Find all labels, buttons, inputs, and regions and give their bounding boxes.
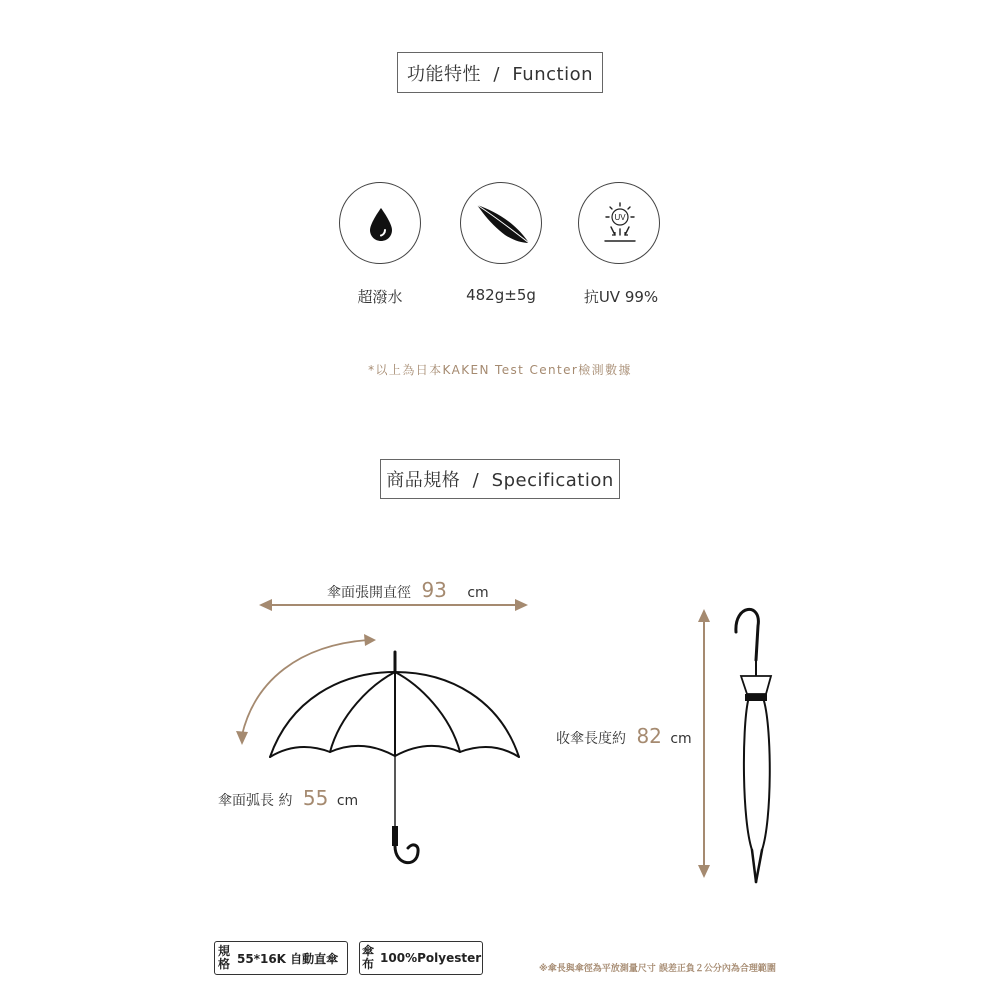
diameter-value: 93 (421, 578, 447, 602)
spec-title: 商品規格 / Specification (380, 459, 620, 499)
test-note: *以上為日本KAKEN Test Center檢測數據 (368, 363, 632, 377)
feature-label-water-repellent: 超潑水 (357, 288, 403, 306)
closed-length-label: 收傘長度約 82 cm (556, 724, 692, 748)
measurement-note: ※傘長與傘徑為平放測量尺寸 誤差正負２公分內為合理範圍 (539, 964, 776, 974)
feature-label-weight: 482g±5g (466, 286, 536, 304)
open-umbrella (270, 652, 519, 863)
spec-value-fabric: 100%Polyester (380, 951, 482, 965)
arc-value: 55 (302, 786, 329, 810)
feature-label-uv: 抗UV 99% (583, 288, 659, 306)
closed-length-value: 82 (636, 724, 662, 748)
uv-icon-text: UV (614, 213, 626, 222)
arc-arrow (242, 640, 368, 735)
arc-arrow-head-top (364, 634, 376, 646)
diameter-label: 傘面張開直徑 93 cm (327, 578, 489, 602)
spec-key-fabric: 傘 布 (362, 944, 375, 971)
spec-key-spec: 規 格 (217, 944, 230, 971)
spec-tag-spec (214, 941, 348, 975)
function-title: 功能特性 / Function (397, 52, 603, 93)
closed-umbrella (736, 609, 771, 882)
arc-label: 傘面弧長 約 55 cm (218, 786, 359, 810)
length-arrow (698, 609, 710, 878)
spec-tag-fabric (359, 941, 483, 975)
water-drop-icon (339, 182, 421, 264)
uv-sun-icon (578, 182, 660, 264)
spec-value-spec: 55*16K 自動直傘 (237, 951, 339, 966)
arc-arrow-head-bottom (236, 731, 248, 745)
feather-icon (460, 182, 542, 264)
